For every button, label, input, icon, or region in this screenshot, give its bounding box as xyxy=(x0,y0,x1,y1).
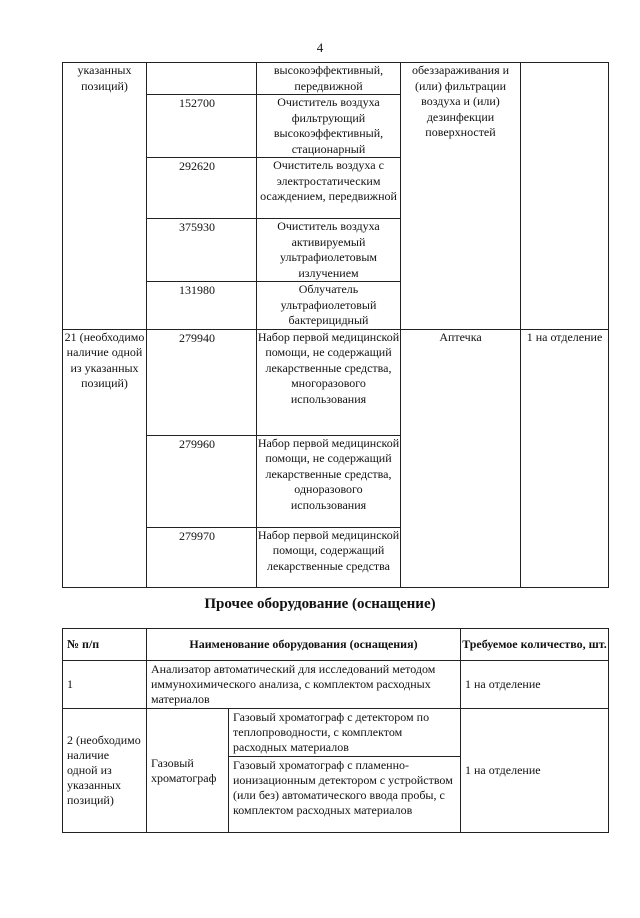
item-name-cell: Очиститель воздуха фильтрующий высокоэффективный, стационарный xyxy=(257,95,401,158)
group-label-cell: 21 (необходимо наличие одной из указанных позиций) xyxy=(63,329,147,587)
item-name-cell: Набор первой медицинской помощи, не содержащий лекарственные средства, многоразового использования xyxy=(257,329,401,435)
row-number: 2 (необходимо наличие одной из указанных позиций) xyxy=(63,709,147,833)
item-name-cell: Набор первой медицинской помощи, не содержащий лекарственные средства, одноразового использования xyxy=(257,435,401,527)
item-name-cell: Очиститель воздуха с электростатическим осаждением, передвижной xyxy=(257,158,401,219)
header-quantity: Требуемое количество, шт. xyxy=(461,629,609,661)
code-cell: 152700 xyxy=(147,95,257,158)
equipment-group: Газовый хроматограф xyxy=(147,709,229,833)
quantity-cell: 1 на отделение xyxy=(461,661,609,709)
table-header-row xyxy=(63,629,609,661)
item-name-cell: высокоэффективный, передвижной xyxy=(257,63,401,95)
group-label-cell: указанных позиций) xyxy=(63,63,147,330)
page-number: 4 xyxy=(316,40,324,55)
table-row xyxy=(63,329,609,435)
code-cell: 375930 xyxy=(147,219,257,282)
table-row xyxy=(63,63,609,95)
item-name-cell: Очиститель воздуха активируемый ультрафиолетовым излучением xyxy=(257,219,401,282)
quantity-cell: 1 на отделение xyxy=(461,709,609,833)
code-cell: 292620 xyxy=(147,158,257,219)
purpose-cell: Аптечка xyxy=(401,329,521,587)
quantity-cell: 1 на отделение xyxy=(521,329,609,587)
code-cell: 279970 xyxy=(147,527,257,587)
code-cell: 131980 xyxy=(147,282,257,330)
equipment-name: Анализатор автоматический для исследований методом иммунохимического анализа, с комплектом расходных материалов xyxy=(147,661,461,709)
other-equipment-table xyxy=(62,628,609,833)
purpose-cell: обеззараживания и (или) фильтрации воздуха и (или) дезинфекции поверхностей xyxy=(401,63,521,330)
header-number: № п/п xyxy=(63,629,147,661)
table-row xyxy=(63,709,609,757)
header-name: Наименование оборудования (оснащения) xyxy=(147,629,461,661)
item-name-cell: Облучатель ультрафиолетовый бактерицидный xyxy=(257,282,401,330)
equipment-name: Газовый хроматограф с детектором по теплопроводности, с комплектом расходных материалов xyxy=(229,709,461,757)
equipment-table-continued xyxy=(62,62,609,588)
item-name-cell: Набор первой медицинской помощи, содержащий лекарственные средства xyxy=(257,527,401,587)
section-title: Прочее оборудование (оснащение) xyxy=(204,596,436,612)
code-cell: 279960 xyxy=(147,435,257,527)
row-number: 1 xyxy=(63,661,147,709)
table-row xyxy=(63,661,609,709)
equipment-name: Газовый хроматограф с пламенно-ионизационным детектором с устройством (или без) автоматического ввода пробы, с комплектом расходных материалов xyxy=(229,757,461,833)
code-cell xyxy=(147,63,257,95)
quantity-cell xyxy=(521,63,609,330)
code-cell: 279940 xyxy=(147,329,257,435)
